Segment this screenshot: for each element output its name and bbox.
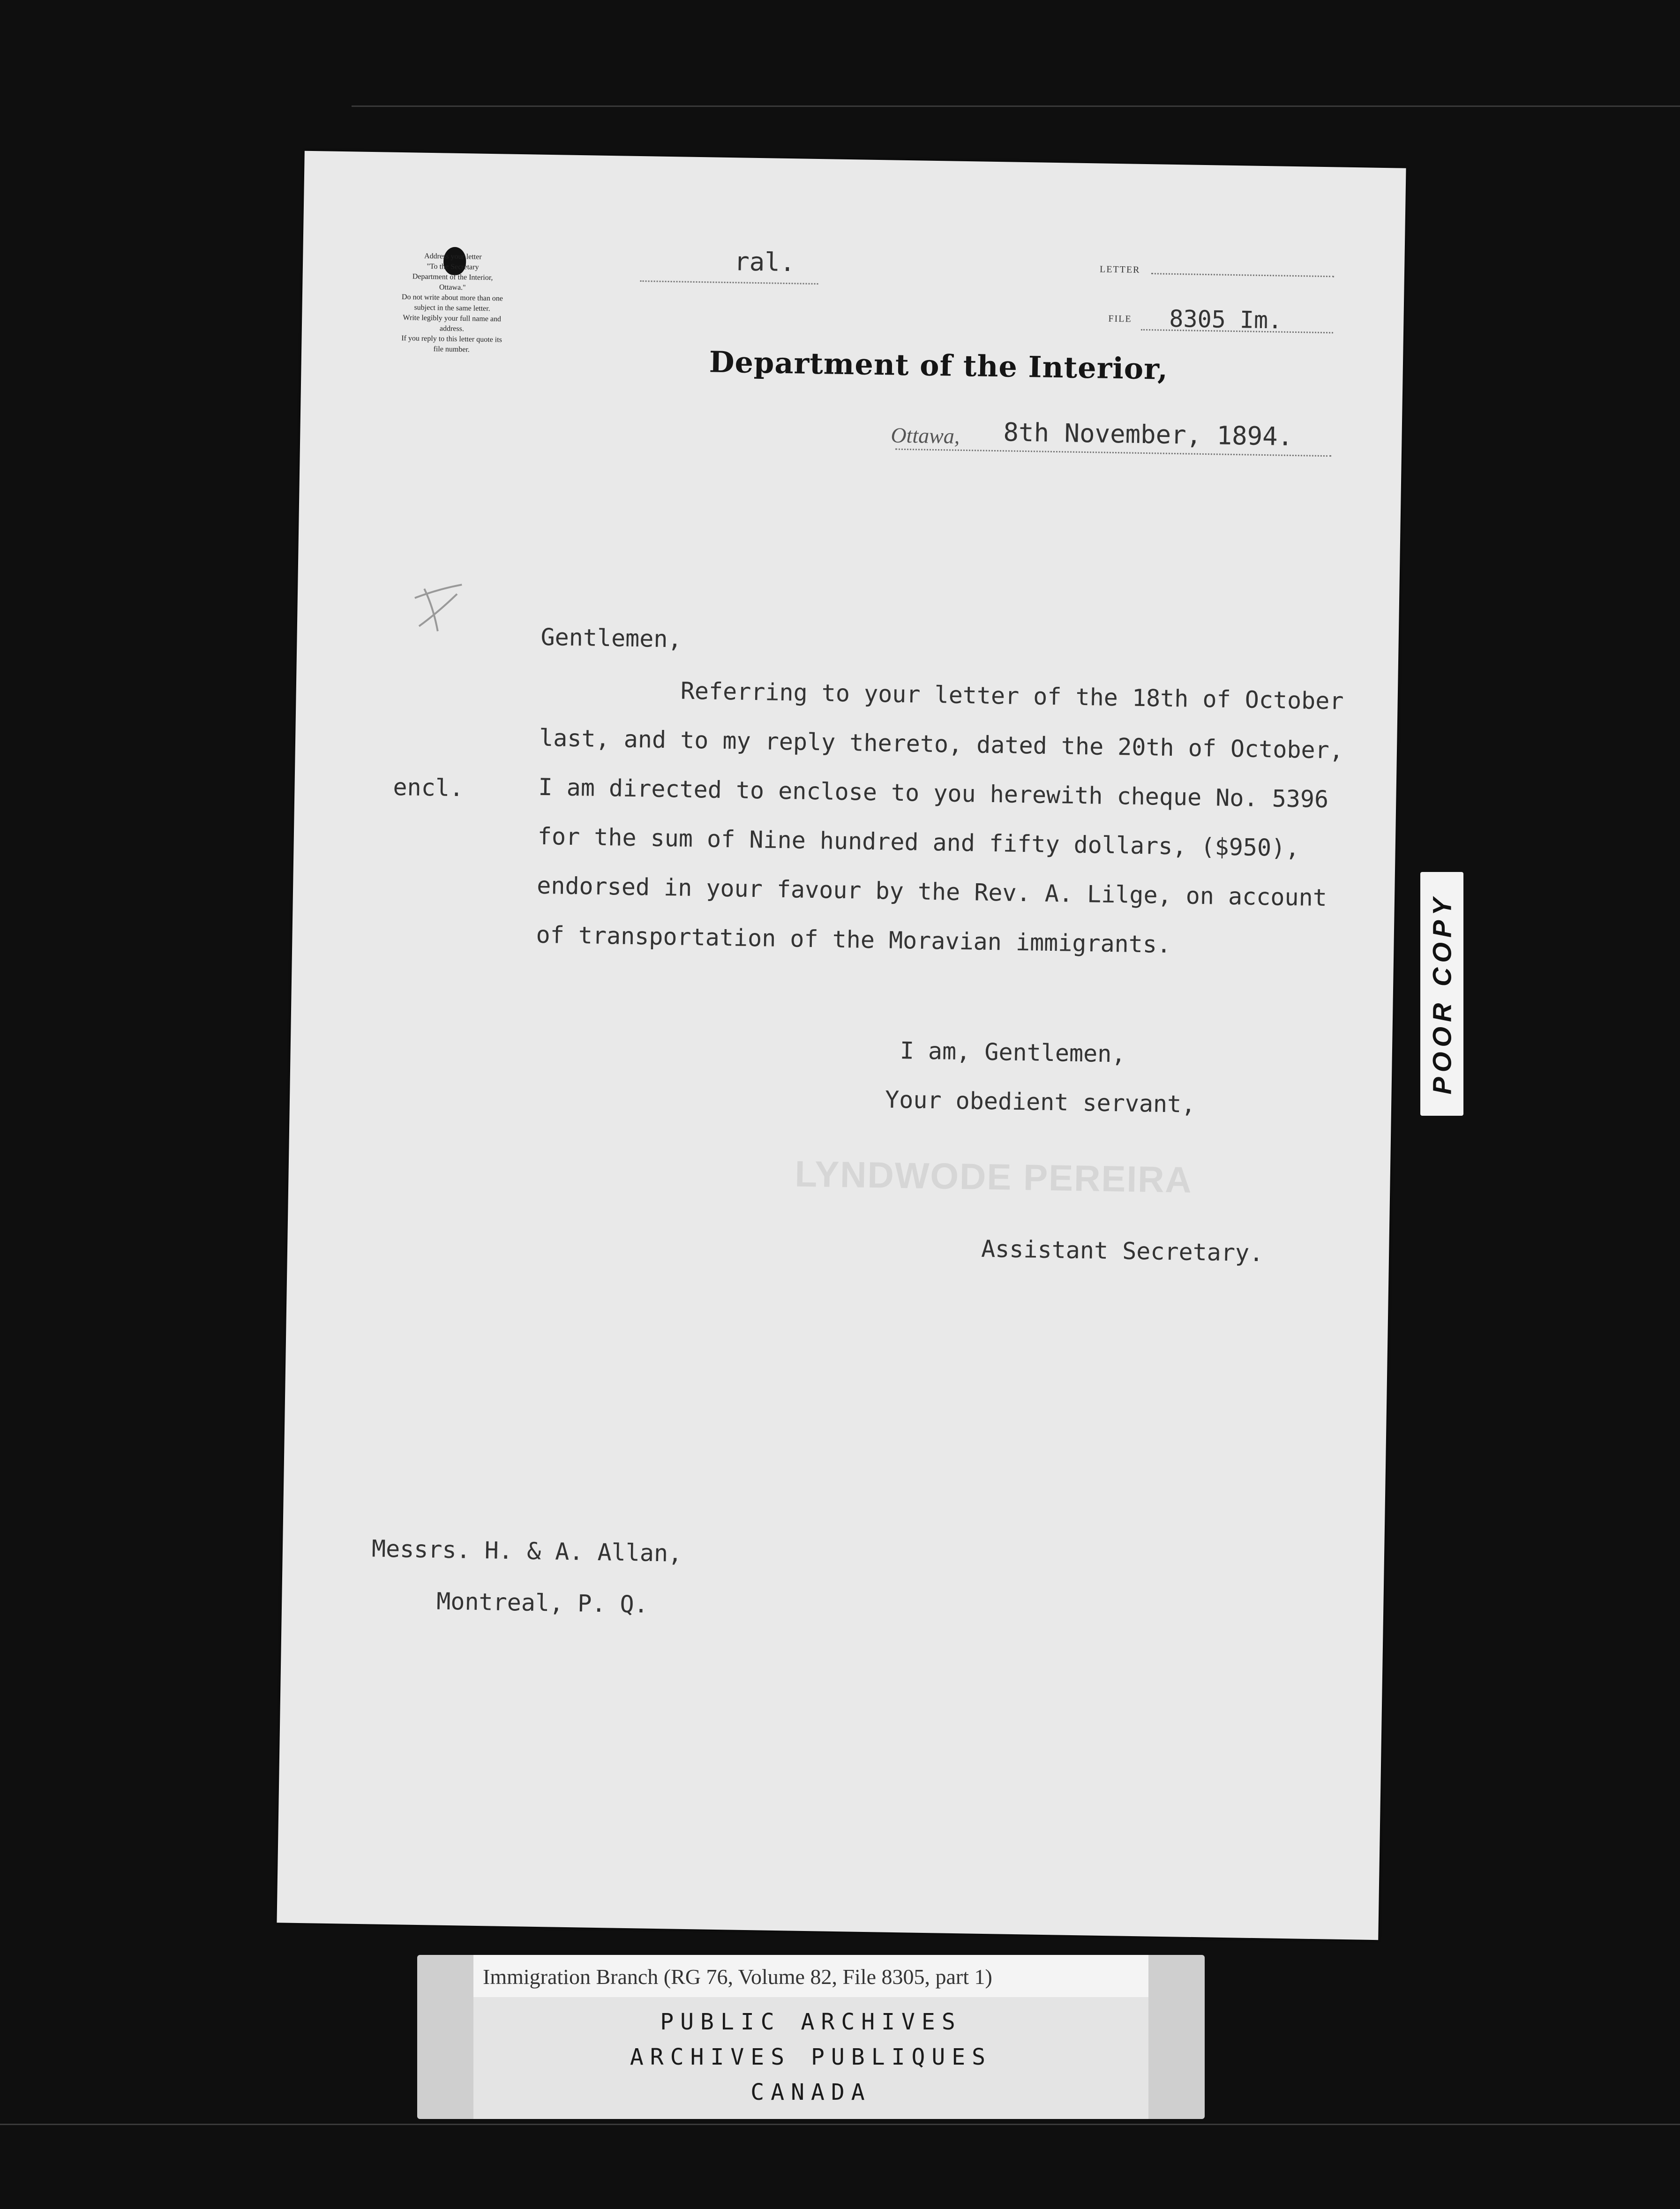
body-line-6: of transportation of the Moravian immigrants. bbox=[536, 921, 1171, 959]
film-edge-line-bottom bbox=[0, 2124, 1680, 2125]
letter-rule bbox=[1151, 273, 1334, 277]
letter-date: 8th November, 1894. bbox=[1003, 417, 1293, 451]
film-edge-line-top bbox=[352, 105, 1680, 107]
instruction-line: Department of the Interior, bbox=[412, 272, 493, 282]
archive-line-2: ARCHIVES PUBLIQUES bbox=[630, 2044, 992, 2070]
body-line-4: for the sum of Nine hundred and fifty dollars, ($950), bbox=[537, 822, 1300, 862]
body-line-3: I am directed to enclose to you herewith cheque No. 5396 bbox=[538, 773, 1329, 813]
letter-place: Ottawa, bbox=[891, 423, 960, 448]
archive-line-1: PUBLIC ARCHIVES bbox=[660, 2009, 962, 2035]
body-line-1: Referring to your letter of the 18th of October bbox=[680, 677, 1344, 715]
addressee-line-2: Montreal, P. Q. bbox=[436, 1587, 649, 1618]
archive-line-3: CANADA bbox=[750, 2079, 871, 2105]
instruction-line: file number. bbox=[433, 345, 470, 354]
signer-title: Assistant Secretary. bbox=[981, 1235, 1264, 1267]
top-fragment: ral. bbox=[734, 247, 795, 278]
addressee-line-1: Messrs. H. & A. Allan, bbox=[371, 1535, 682, 1567]
body-line-5: endorsed in your favour by the Rev. A. Lilge, on account bbox=[536, 872, 1328, 912]
archive-label-card bbox=[417, 1955, 1205, 2119]
pencil-x-mark bbox=[410, 579, 467, 636]
archive-reference: Immigration Branch (RG 76, Volume 82, File 8305, part 1) bbox=[483, 1965, 992, 1989]
top-fragment-rule bbox=[640, 280, 818, 285]
poor-copy-label: POOR COPY bbox=[1427, 893, 1457, 1095]
poor-copy-stamp bbox=[1420, 872, 1463, 1116]
file-number: 8305 Im. bbox=[1169, 305, 1282, 334]
letterhead-instructions bbox=[367, 250, 537, 356]
closing-line-2: Your obedient servant, bbox=[885, 1086, 1196, 1118]
instruction-line: Do not write about more than one bbox=[401, 293, 503, 303]
faded-signature-stamp: LYNDWODE PEREIRA bbox=[795, 1153, 1193, 1201]
body-line-2: last, and to my reply thereto, dated the 20th of October, bbox=[539, 724, 1344, 764]
instruction-line: Write legibly your full name and bbox=[403, 314, 502, 323]
instruction-line: subject in the same letter. bbox=[414, 303, 490, 313]
department-heading: Department of the Interior, bbox=[709, 345, 1169, 386]
file-label: FILE bbox=[1108, 313, 1132, 324]
instruction-line: "To the Secretary bbox=[427, 262, 479, 271]
instruction-line: Address your letter bbox=[424, 252, 482, 261]
instruction-line: address. bbox=[439, 324, 465, 333]
instruction-line: If you reply to this letter quote its bbox=[401, 334, 502, 344]
letter-label: LETTER bbox=[1099, 264, 1140, 275]
instruction-line: Ottawa." bbox=[439, 283, 466, 292]
margin-note-encl: encl. bbox=[393, 773, 464, 802]
salutation: Gentlemen, bbox=[540, 623, 682, 653]
letter-page bbox=[277, 151, 1406, 1940]
closing-line-1: I am, Gentlemen, bbox=[900, 1037, 1126, 1068]
